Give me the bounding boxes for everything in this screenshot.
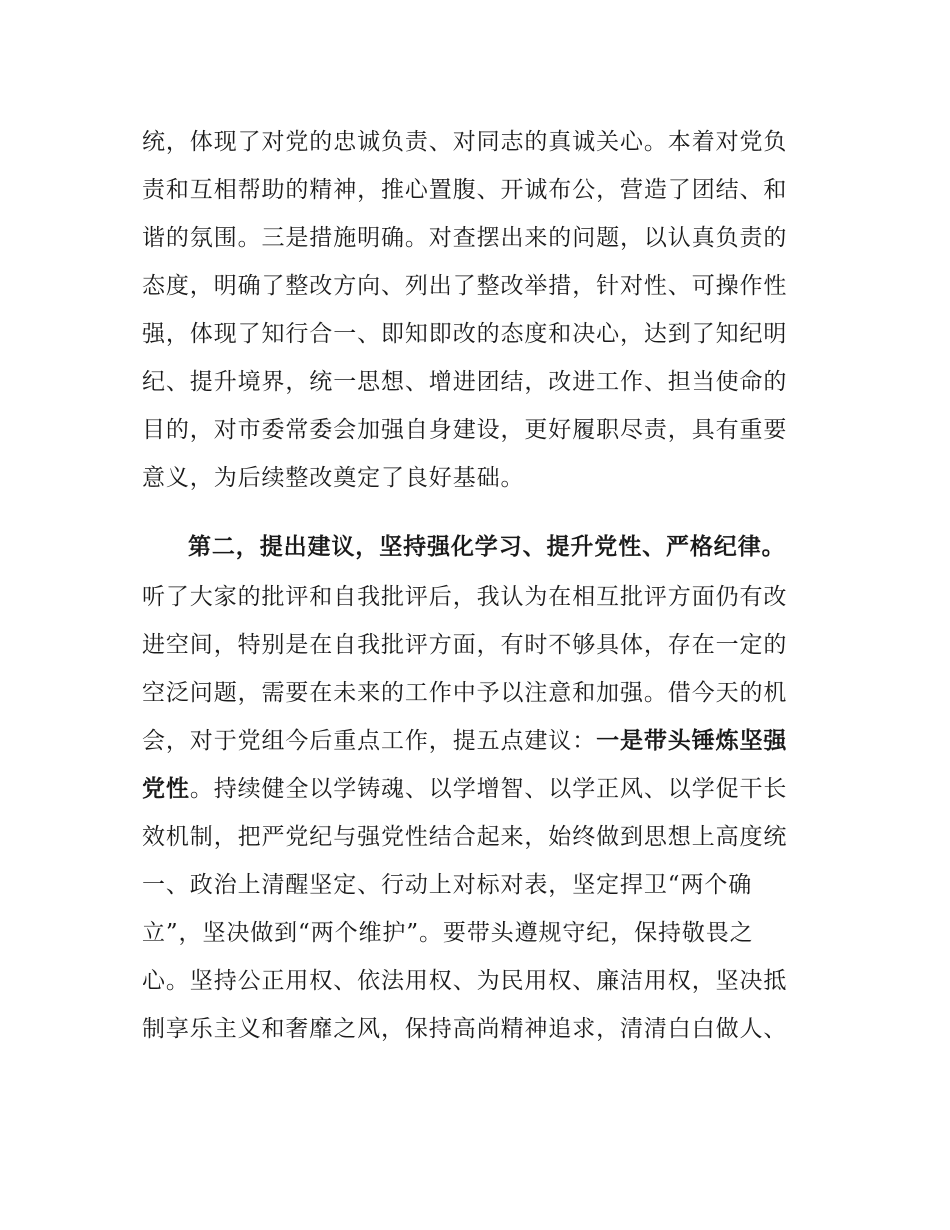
text-line: 态度，明确了整改方向、列出了整改举措，针对性、可操作性 — [142, 273, 788, 299]
text-line: 统，体现了对党的忠诚负责、对同志的真诚关心。本着对党负 — [142, 129, 788, 155]
text-line — [142, 725, 787, 757]
text-run: 。持续健全以学铸魂、以学增智、以学正风、以学促干长 — [189, 776, 788, 802]
text-line: 责和互相帮助的精神，推心置腹、开诚布公，营造了团结、和 — [142, 177, 788, 203]
text-line: 意义，为后续整改奠定了良好基础。 — [142, 465, 525, 491]
text-line: 心。坚持公正用权、依法用权、为民用权、廉洁用权，坚决抵 — [142, 968, 788, 994]
text-line — [142, 773, 787, 805]
bold-text-run: 一是带头锤炼坚强 — [596, 728, 788, 754]
text-line: 谐的氛围。三是措施明确。对查摆出来的问题，以认真负责的 — [142, 225, 788, 251]
text-line: 听了大家的批评和自我批评后，我认为在相互批评方面仍有改 — [142, 584, 788, 610]
text-line: 空泛问题，需要在未来的工作中予以注意和加强。借今天的机 — [142, 680, 788, 706]
text-line: 纪、提升境界，统一思想、增进团结，改进工作、担当使命的 — [142, 369, 788, 395]
bold-text-run: 党性 — [142, 776, 190, 802]
text-line: 制享乐主义和奢靡之风，保持高尚精神追求，清清白白做人、 — [142, 1016, 788, 1042]
text-line: 进空间，特别是在自我批评方面，有时不够具体，存在一定的 — [142, 632, 788, 658]
text-line: 强，体现了知行合一、即知即改的态度和决心，达到了知纪明 — [142, 321, 788, 347]
text-line: 一、政治上清醒坚定、行动上对标对表，坚定捍卫“两个确 — [142, 872, 753, 898]
text-line: 效机制，把严党纪与强党性结合起来，始终做到思想上高度统 — [142, 824, 788, 850]
text-line: 目的，对市委常委会加强自身建设，更好履职尽责，具有重要 — [142, 417, 788, 443]
text-line: 立”，坚决做到“两个维护”。要带头遵规守纪，保持敬畏之 — [142, 920, 754, 946]
text-run: 会，对于党组今后重点工作，提五点建议： — [142, 728, 597, 754]
section-heading: 第二，提出建议，坚持强化学习、提升党性、严格纪律。 — [188, 534, 786, 560]
